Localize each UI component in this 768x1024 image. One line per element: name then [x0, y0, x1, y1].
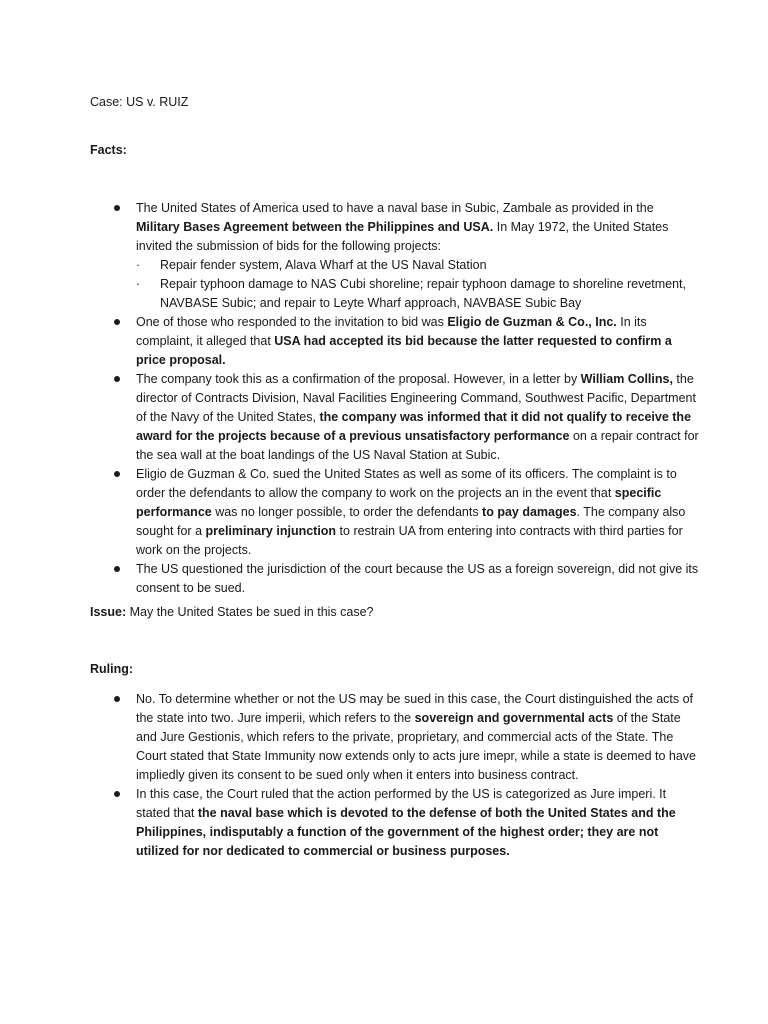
facts-item: [0, 560, 700, 598]
text-segment: In May 1972, the United States invited the submission of bids for the following projects:: [136, 220, 669, 253]
bold-text-segment: Military Bases Agreement between the Philippines and USA.: [136, 220, 494, 234]
text-segment: to restrain UA from entering into contracts with third parties for work on the projects.: [136, 524, 683, 557]
text-segment: was no longer possible, to order the defendants: [211, 505, 483, 519]
bold-text-segment: specific performance: [136, 486, 662, 519]
text-segment: on a repair contract for the sea wall at the boat landings of the US Naval Station at Subic.: [136, 429, 699, 462]
bold-text-segment: USA had accepted its bid because the latter requested to confirm a price proposal.: [136, 334, 672, 367]
bold-text-segment: William Collins,: [580, 372, 673, 386]
text-segment: the director of Contracts Division, Naval Facilities Engineering Command, Southwest Pacific, Department of the Navy of the United States,: [136, 372, 696, 424]
bold-text-segment: the naval base which is devoted to the defense of both the United States and the Philippines, indisputably a function of the government of the highest order; they are not utilized for nor dedicated to commercial or business purposes.: [136, 806, 676, 858]
bullet-marker-icon: [114, 471, 120, 477]
issue-text: May the United States be sued in this case?: [126, 605, 374, 619]
text-segment: In this case, the Court ruled that the action performed by the US is categorized as Jure imperi. It stated that: [136, 787, 667, 820]
sub-bullet-icon: ·: [136, 277, 141, 291]
issue-paragraph: [90, 604, 374, 620]
text-segment: Eligio de Guzman & Co. sued the United States as well as some of its officers. The complaint is to order the defendants to allow the company to work on the projects an in the event that: [136, 467, 677, 500]
text-segment: The US questioned the jurisdiction of the court because the US as a foreign sovereign, did not give its consent to be sued.: [136, 562, 699, 595]
bullet-marker-icon: [114, 205, 120, 211]
project-text: Repair typhoon damage to NAS Cubi shoreline; repair typhoon damage to shoreline revetment, NAVBASE Subic; and repair to Leyte Wharf approach, NAVBASE Subic Bay: [160, 277, 687, 310]
facts-heading: Facts:: [90, 143, 127, 157]
bold-text-segment: preliminary injunction: [205, 524, 337, 538]
bullet-marker-icon: [114, 566, 120, 572]
text-segment: The United States of America used to have a naval base in Subic, Zambale as provided in the: [136, 201, 654, 215]
bold-text-segment: the company was informed that it did not qualify to receive the award for the projects because of a previous unsatisfactory performance: [136, 410, 692, 443]
ruling-heading: Ruling:: [90, 662, 134, 676]
sub-bullet-icon: ·: [136, 258, 141, 272]
text-segment: No. To determine whether or not the US may be sued in this case, the Court distinguished the acts of the state into two. Jure imperii, which refers to the: [136, 692, 694, 725]
project-text: Repair fender system, Alava Wharf at the US Naval Station: [160, 258, 487, 272]
text-segment: . The company also sought for a: [136, 505, 686, 538]
ruling-item: [0, 785, 700, 861]
facts-item: [0, 199, 700, 313]
ruling-list: [0, 690, 700, 861]
bold-text-segment: Eligio de Guzman & Co., Inc.: [447, 315, 617, 329]
facts-item: [0, 313, 700, 370]
text-segment: The company took this as a confirmation of the proposal. However, in a letter by: [136, 372, 581, 386]
text-segment: of the State and Jure Gestionis, which refers to the private, proprietary, and commercial acts of the State. The Court stated that State Immunity now extends only to acts jure imepr, while a state is deemed to have impliedly given its consent to be sued only when it enters into business contract.: [136, 711, 697, 782]
project-item: [136, 275, 700, 313]
facts-item: [0, 465, 700, 560]
bullet-marker-icon: [114, 376, 120, 382]
text-segment: One of those who responded to the invitation to bid was: [136, 315, 448, 329]
text-segment: In its complaint, it alleged that: [136, 315, 647, 348]
facts-list: [0, 199, 700, 598]
bullet-marker-icon: [114, 791, 120, 797]
bullet-marker-icon: [114, 696, 120, 702]
projects-sublist: [136, 256, 700, 313]
bullet-marker-icon: [114, 319, 120, 325]
project-item: [136, 256, 700, 275]
bold-text-segment: sovereign and governmental acts: [414, 711, 614, 725]
issue-label: Issue:: [90, 605, 127, 619]
case-title: Case: US v. RUIZ: [90, 95, 189, 109]
ruling-item: [0, 690, 700, 785]
facts-item: [0, 370, 700, 465]
bold-text-segment: to pay damages: [482, 505, 577, 519]
